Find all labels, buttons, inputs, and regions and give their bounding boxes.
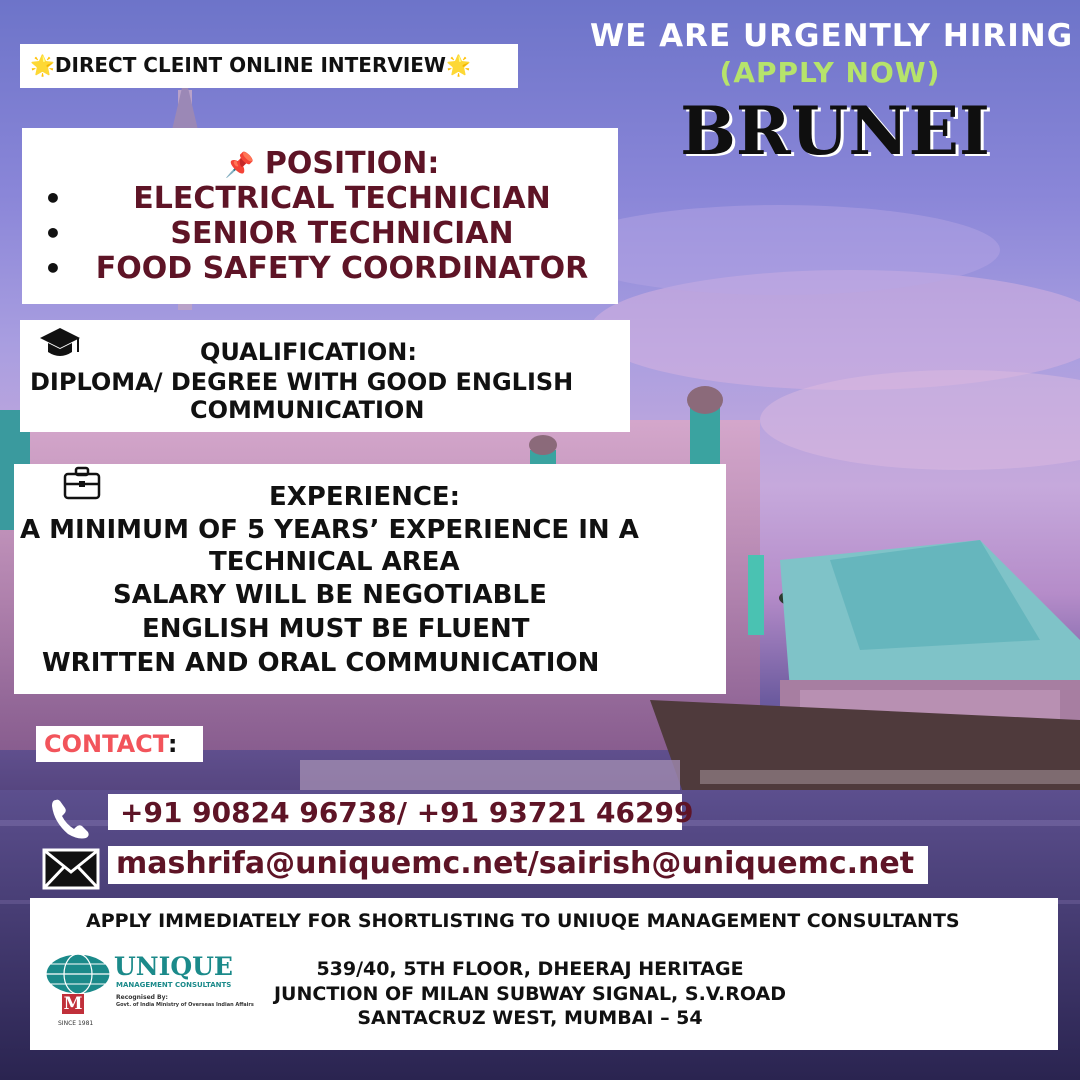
contact-label: CONTACT:: [44, 730, 178, 758]
footer-panel: [30, 898, 1058, 1050]
logo-since: SINCE 1981: [58, 1020, 94, 1027]
qualification-panel: [20, 320, 630, 432]
logo-monogram: M: [63, 994, 83, 1014]
experience-line: WRITTEN AND ORAL COMMUNICATION: [42, 648, 600, 678]
position-panel: [22, 128, 618, 304]
hiring-headline: WE ARE URGENTLY HIRING: [590, 18, 1074, 54]
logo-recognised: Recognised By:: [116, 994, 168, 1001]
position-item: ELECTRICAL TECHNICIAN: [133, 181, 551, 216]
briefcase-icon: [62, 466, 102, 502]
experience-line: A MINIMUM OF 5 YEARS’ EXPERIENCE IN A: [20, 515, 639, 545]
bullet-icon: •: [44, 252, 62, 285]
experience-line: TECHNICAL AREA: [209, 547, 460, 577]
qualification-line: COMMUNICATION: [190, 396, 425, 424]
logo-subtitle: MANAGEMENT CONSULTANTS: [116, 981, 232, 989]
globe-icon: [44, 952, 112, 996]
bullet-icon: •: [44, 217, 62, 250]
address-line: 539/40, 5TH FLOOR, DHEERAJ HERITAGE: [316, 958, 744, 980]
logo-govt: Govt. of India Ministry of Overseas Indian Affairs: [116, 1002, 254, 1008]
qualification-heading: QUALIFICATION:: [200, 338, 417, 366]
position-heading: 📌 POSITION:: [224, 146, 440, 181]
position-item: FOOD SAFETY COORDINATOR: [95, 251, 589, 286]
experience-line: SALARY WILL BE NEGOTIABLE: [113, 580, 547, 610]
pushpin-icon: 📌: [224, 151, 255, 179]
experience-heading: EXPERIENCE:: [269, 482, 461, 512]
address-line: SANTACRUZ WEST, MUMBAI – 54: [357, 1007, 703, 1029]
graduation-cap-icon: [38, 326, 82, 362]
position-item: SENIOR TECHNICIAN: [170, 216, 514, 251]
star-icon: 🌟: [445, 53, 471, 77]
star-icon: 🌟: [30, 53, 55, 77]
bullet-icon: •: [44, 182, 62, 215]
interview-badge: [20, 44, 518, 88]
email-box: [108, 846, 928, 884]
apply-now-text: (APPLY NOW): [719, 56, 941, 89]
country-title: BRUNEI: [680, 92, 990, 170]
address-line: JUNCTION OF MILAN SUBWAY SIGNAL, S.V.ROAD: [273, 983, 787, 1005]
experience-line: ENGLISH MUST BE FLUENT: [142, 614, 530, 644]
phone-box: [108, 794, 694, 830]
contact-label-box: [36, 726, 203, 762]
interview-text: DIRECT CLEINT ONLINE INTERVIEW: [54, 53, 446, 77]
qualification-line: DIPLOMA/ DEGREE WITH GOOD ENGLISH: [30, 368, 574, 396]
unique-logo: [44, 950, 274, 1034]
logo-name: UNIQUE: [114, 952, 233, 981]
experience-panel: [14, 464, 726, 694]
email-addresses[interactable]: mashrifa@uniquemc.net/sairish@uniquemc.net: [116, 846, 915, 881]
envelope-icon: [42, 848, 100, 890]
phone-icon: [48, 796, 94, 842]
apply-instruction: APPLY IMMEDIATELY FOR SHORTLISTING TO UNIUQE MANAGEMENT CONSULTANTS: [86, 910, 960, 932]
phone-numbers[interactable]: +91 90824 96738/ +91 93721 46299: [120, 796, 694, 829]
